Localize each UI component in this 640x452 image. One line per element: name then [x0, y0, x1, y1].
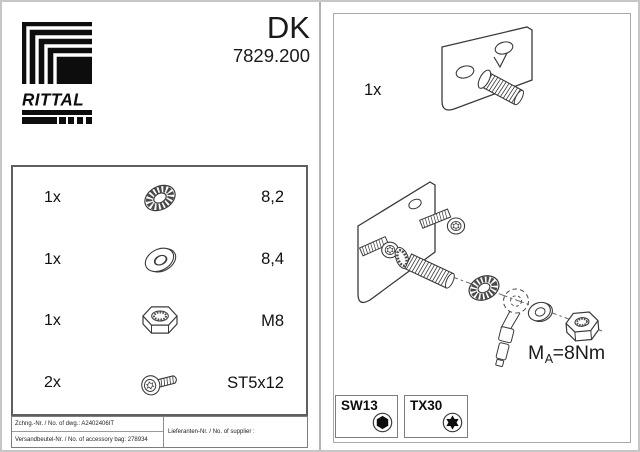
- part-size: 8,4: [261, 250, 284, 269]
- part-qty: 1x: [44, 188, 61, 206]
- serrated-washer-icon: [136, 174, 184, 222]
- part-size: 8,2: [261, 188, 284, 207]
- part-qty: 2x: [44, 374, 61, 392]
- flat-washer: [526, 299, 556, 326]
- drawing-number: Zchng.-Nr. / No. of dwg.: A2402406IT: [12, 417, 163, 432]
- tool-box-tx30: [404, 395, 468, 438]
- logo-segmented-bar: [22, 117, 92, 124]
- flat-washer-icon: [136, 236, 184, 284]
- bracket-quantity: 1x: [364, 81, 382, 99]
- drawing-title-block: [11, 416, 308, 448]
- supplier-number: Lieferanten-Nr. / No. of supplier :: [168, 429, 255, 435]
- model-number: 7829.200: [232, 44, 310, 66]
- threaded-stud: [405, 254, 456, 289]
- hex-nut-icon: [136, 297, 184, 345]
- title-block: [180, 12, 310, 65]
- torx-icon: [441, 411, 464, 434]
- serrated-washer: [465, 271, 503, 305]
- part-size: ST5x12: [227, 373, 284, 392]
- parts-row-flange-screw: [13, 352, 306, 414]
- parts-row-serrated-washer: [13, 167, 306, 229]
- parts-row-hex-nut: [13, 291, 306, 353]
- parts-list: [11, 165, 308, 416]
- logo-bar: [22, 110, 92, 115]
- part-size: M8: [261, 311, 284, 330]
- part-qty: 1x: [44, 250, 61, 268]
- rittal-emblem-icon: [22, 22, 92, 84]
- parts-row-flat-washer: [13, 229, 306, 291]
- torque-subscript: A: [544, 352, 554, 366]
- accessory-bag-number: Versandbeutel-Nr. / No. of accessory bag: 278934: [15, 436, 148, 443]
- tool-label: TX30: [410, 398, 443, 413]
- part-qty: 1x: [44, 312, 61, 330]
- product-series: DK: [266, 10, 310, 45]
- ring-terminal: [492, 289, 528, 367]
- tool-box-sw13: [335, 395, 398, 438]
- flange-torx-screw-icon: [136, 359, 184, 407]
- torque-spec: [528, 342, 605, 365]
- brand-wordmark: RITTAL: [22, 89, 85, 110]
- torque-value: =8Nm: [552, 342, 606, 364]
- hex-socket-icon: [371, 411, 394, 434]
- tool-label: SW13: [341, 398, 378, 413]
- page-divider: [319, 2, 321, 452]
- torque-symbol: M: [528, 342, 545, 364]
- hex-nut: [565, 311, 599, 341]
- rittal-logo: [22, 22, 92, 124]
